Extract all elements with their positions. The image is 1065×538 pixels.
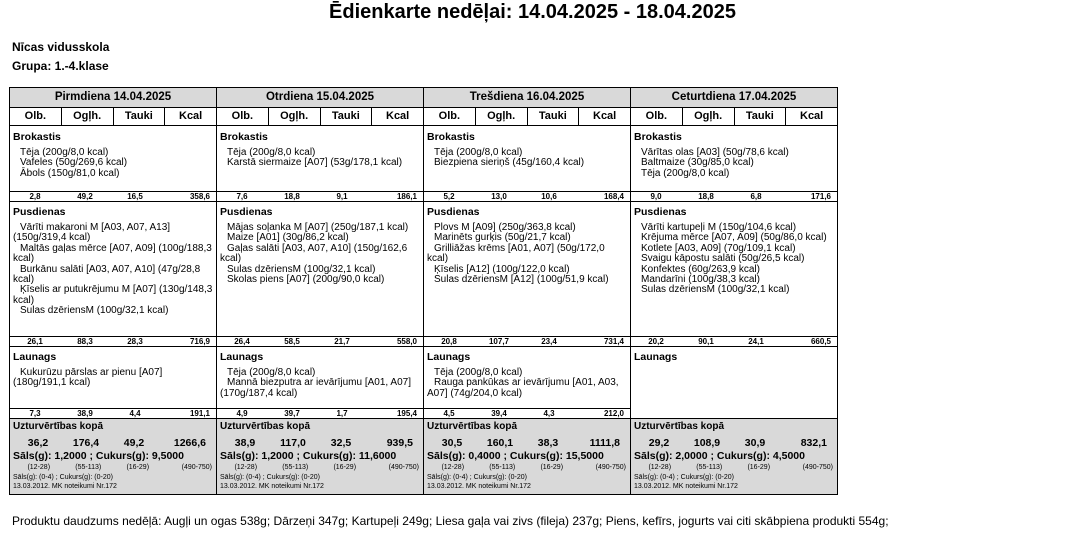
meal-total-value: 23,4	[541, 337, 557, 346]
norm-ranges	[10, 462, 216, 473]
regulation-note: 13.03.2012. MK noteikumi Nr.172	[13, 483, 117, 490]
meal-name: Launags	[13, 351, 57, 363]
summary-title: Uzturvērtības kopā	[220, 421, 311, 432]
column-header: Ogļh.	[62, 108, 114, 125]
meal-total-value: 186,1	[396, 192, 417, 201]
meal-item: Tēja (200g/8,0 kcal)	[227, 367, 316, 378]
meal-items	[10, 218, 216, 317]
meal-item: Sulas dzēriensM (100g/32,1 kcal)	[227, 263, 376, 275]
column-headers	[631, 108, 837, 126]
meal-items	[217, 143, 423, 169]
meal-name: Brokastis	[220, 131, 268, 143]
meal-total-value: 58,5	[284, 337, 300, 346]
meal-item: Baltmaize (30g/85,0 kcal)	[641, 157, 754, 169]
meal-total-value: 20,2	[648, 337, 664, 346]
meal-total-value: 9,0	[650, 192, 662, 201]
norm-range: (490-750)	[388, 464, 419, 471]
column-header: Kcal	[800, 110, 824, 122]
summary-value: 176,4	[72, 437, 100, 449]
meal-item: Biezpiena sieriņš (45g/160,4 kcal)	[434, 157, 585, 169]
summary-values	[424, 436, 630, 450]
summary-values	[631, 436, 837, 450]
summary-value: 832,1	[800, 437, 827, 449]
column-header: Tauki	[321, 108, 373, 125]
column-header: Kcal	[386, 110, 410, 122]
meal-item: Mandarīni (100g/38,3 kcal)	[641, 274, 760, 286]
summary-values	[10, 436, 216, 450]
column-header: Olb.	[10, 108, 62, 125]
column-header: Kcal	[179, 110, 203, 122]
meal-item: Vārīti kartupeļi M (150g/104,6 kcal)	[641, 222, 797, 233]
regulation-note: 13.03.2012. MK noteikumi Nr.172	[427, 483, 531, 490]
meal-item: Tēja (200g/8,0 kcal)	[434, 367, 523, 378]
meal-total-value: 7,6	[236, 192, 248, 201]
meal-items	[217, 218, 423, 285]
meal-name: Pusdienas	[634, 206, 687, 218]
day-column	[423, 87, 631, 495]
meal-totals	[10, 336, 216, 346]
page-title: Ēdienkarte nedēļai: 14.04.2025 - 18.04.2025	[329, 1, 736, 23]
meal-name: Brokastis	[634, 131, 682, 143]
meal-item: Grilliāžas krēms [A01, A07] (50g/172,0 kcal)	[427, 242, 605, 265]
meal-name: Pusdienas	[220, 206, 273, 218]
salt-sugar-limits: Sāls(g): (0-4) ; Cukurs(g): (0-20)	[220, 474, 320, 481]
weekly-products-footer: Produktu daudzums nedēļā: Augļi un ogas 538g; Dārzeņi 347g; Kartupeļi 249g; Liesa gaļa vai zivs (fileja) 237g; Piens, kefīrs, jogurts vai citi skābpiena produkti 554g;	[12, 514, 889, 528]
meal-item: Plovs M [A09] (250g/363,8 kcal)	[434, 222, 576, 233]
column-headers	[10, 108, 216, 126]
meal-section	[631, 127, 837, 202]
column-header: Olb.	[631, 108, 683, 125]
meal-name: Pusdienas	[13, 206, 66, 218]
meal-item: Rauga pankūkas ar ievārījumu [A01, A03, A07] (74g/204,0 kcal)	[427, 377, 619, 399]
nutrition-summary	[424, 419, 630, 494]
meal-total-value: 90,1	[698, 337, 714, 346]
norm-ranges	[631, 462, 837, 473]
meal-item: Mannā biezputra ar ievārījumu [A01, A07] (170g/187,4 kcal)	[220, 377, 411, 399]
meal-name: Launags	[634, 351, 678, 363]
meal-total-value: 9,1	[336, 192, 348, 201]
meal-totals	[217, 408, 423, 418]
day-header: Otrdiena 15.04.2025	[217, 88, 423, 108]
norm-range: (55-113)	[696, 464, 723, 471]
column-header: Ogļh.	[683, 108, 735, 125]
meal-section	[424, 202, 630, 347]
meal-item: Konfektes (60g/263,9 kcal)	[641, 263, 760, 275]
school-name: Nīcas vidusskola	[12, 40, 110, 54]
meal-totals	[631, 336, 837, 346]
meal-name: Launags	[220, 351, 264, 363]
meal-item: Vafeles (50g/269,6 kcal)	[20, 157, 128, 169]
meal-section	[10, 127, 216, 202]
meal-section	[10, 347, 216, 419]
summary-value: 29,2	[648, 437, 670, 449]
meal-item: Kotlete [A03, A09] (70g/109,1 kcal)	[641, 242, 796, 254]
column-headers	[217, 108, 423, 126]
column-header: Tauki	[114, 108, 166, 125]
meal-total-value: 4,3	[543, 409, 555, 418]
meal-totals	[424, 408, 630, 418]
nutrition-summary	[10, 419, 216, 494]
meal-total-value: 2,8	[29, 192, 41, 201]
norm-range: (16-29)	[126, 464, 150, 471]
summary-value: 30,5	[441, 437, 463, 449]
meal-item: Svaigu kāpostu salāti (50g/26,5 kcal)	[641, 253, 805, 265]
meal-name: Brokastis	[13, 131, 61, 143]
meal-item: Maize [A01] (30g/86,2 kcal)	[227, 232, 349, 244]
meal-total-value: 88,3	[77, 337, 93, 346]
salt-sugar-limits: Sāls(g): (0-4) ; Cukurs(g): (0-20)	[634, 474, 734, 481]
meal-total-value: 38,9	[77, 409, 93, 418]
meal-total-value: 21,7	[334, 337, 350, 346]
summary-title: Uzturvērtības kopā	[13, 421, 104, 432]
summary-value: 38,9	[234, 437, 256, 449]
meal-section	[424, 347, 630, 419]
meal-total-value: 7,3	[29, 409, 41, 418]
meal-section	[631, 347, 837, 419]
salt-sugar: Sāls(g): 0,4000 ; Cukurs(g): 15,5000	[427, 450, 604, 462]
meal-items	[424, 363, 630, 399]
meal-total-value: 212,0	[603, 409, 624, 418]
norm-range: (12-28)	[441, 464, 465, 471]
norm-range: (16-29)	[333, 464, 357, 471]
meal-items	[424, 218, 630, 285]
norm-range: (16-29)	[540, 464, 564, 471]
summary-value: 32,5	[330, 437, 352, 449]
meal-item: Skolas piens [A07] (200g/90,0 kcal)	[227, 274, 385, 286]
summary-value: 30,9	[744, 437, 766, 449]
meal-item: Burkānu salāti [A03, A07, A10] (47g/28,8 kcal)	[13, 263, 201, 286]
meal-items	[424, 143, 630, 169]
nutrition-summary	[631, 419, 837, 494]
column-header: Olb.	[217, 108, 269, 125]
norm-range: (12-28)	[234, 464, 258, 471]
meal-total-value: 10,6	[541, 192, 557, 201]
norm-range: (490-750)	[802, 464, 833, 471]
meal-total-value: 4,4	[129, 409, 141, 418]
meal-total-value: 39,7	[284, 409, 300, 418]
column-header: Ogļh.	[269, 108, 321, 125]
meal-total-value: 558,0	[396, 337, 417, 346]
meal-total-value: 16,5	[127, 192, 143, 201]
norm-range: (12-28)	[648, 464, 672, 471]
norm-range: (55-113)	[282, 464, 309, 471]
summary-value: 49,2	[123, 437, 145, 449]
column-header: Kcal	[593, 110, 617, 122]
column-header: Tauki	[528, 108, 580, 125]
column-header: Tauki	[735, 108, 787, 125]
meal-item: Mājas soļanka M [A07] (250g/187,1 kcal)	[227, 222, 409, 233]
summary-value: 1266,6	[173, 437, 206, 449]
meal-item: Ķīselis ar putukrējumu M [A07] (130g/148,3 kcal)	[13, 284, 213, 306]
menu-grid	[9, 87, 841, 495]
meal-item: Tēja (200g/8,0 kcal)	[641, 167, 730, 179]
meal-total-value: 28,3	[127, 337, 143, 346]
nutrition-summary	[217, 419, 423, 494]
meal-items	[10, 363, 216, 389]
meal-total-value: 20,8	[441, 337, 457, 346]
salt-sugar-limits: Sāls(g): (0-4) ; Cukurs(g): (0-20)	[427, 474, 527, 481]
summary-value: 939,5	[386, 437, 413, 449]
meal-item: Tēja (200g/8,0 kcal)	[227, 147, 316, 158]
meal-totals	[631, 191, 837, 201]
meal-section	[424, 127, 630, 202]
summary-title: Uzturvērtības kopā	[427, 421, 518, 432]
meal-item: Kukurūzu pārslas ar pienu [A07] (180g/191,1 kcal)	[13, 367, 163, 389]
meal-total-value: 26,4	[234, 337, 250, 346]
meal-item: Marinēts gurķis (50g/21,7 kcal)	[434, 232, 571, 244]
meal-item: Gaļas salāti [A03, A07, A10] (150g/162,6 kcal)	[220, 242, 408, 265]
norm-range: (55-113)	[75, 464, 102, 471]
summary-value: 38,3	[537, 437, 559, 449]
day-header: Ceturtdiena 17.04.2025	[631, 88, 837, 108]
meal-total-value: 358,6	[189, 192, 210, 201]
meal-total-value: 716,9	[189, 337, 210, 346]
salt-sugar-limits: Sāls(g): (0-4) ; Cukurs(g): (0-20)	[13, 474, 113, 481]
meal-totals	[217, 191, 423, 201]
meal-total-value: 1,7	[336, 409, 348, 418]
norm-range: (12-28)	[27, 464, 51, 471]
day-column	[9, 87, 217, 495]
norm-range: (55-113)	[489, 464, 516, 471]
summary-value: 108,9	[693, 437, 721, 449]
group-label: Grupa: 1.-4.klase	[12, 59, 109, 73]
column-header: Ogļh.	[476, 108, 528, 125]
meal-item: Vārītas olas [A03] (50g/78,6 kcal)	[641, 147, 789, 158]
meal-total-value: 18,8	[284, 192, 300, 201]
meal-items	[631, 363, 837, 368]
meal-totals	[424, 336, 630, 346]
norm-range: (490-750)	[595, 464, 626, 471]
meal-section	[217, 347, 423, 419]
meal-total-value: 4,5	[443, 409, 455, 418]
meal-total-value: 107,7	[488, 337, 510, 346]
meal-total-value: 13,0	[491, 192, 507, 201]
meal-section	[631, 202, 837, 347]
regulation-note: 13.03.2012. MK noteikumi Nr.172	[220, 483, 324, 490]
norm-ranges	[424, 462, 630, 473]
summary-values	[217, 436, 423, 450]
meal-items	[217, 363, 423, 399]
column-header: Olb.	[424, 108, 476, 125]
meal-total-value: 171,6	[810, 192, 831, 201]
meal-name: Brokastis	[427, 131, 475, 143]
meal-name: Launags	[427, 351, 471, 363]
meal-section	[10, 202, 216, 347]
salt-sugar: Sāls(g): 1,2000 ; Cukurs(g): 11,6000	[220, 450, 397, 462]
meal-totals	[10, 408, 216, 418]
norm-range: (490-750)	[181, 464, 212, 471]
meal-total-value: 18,8	[698, 192, 714, 201]
meal-item: Karstā siermaize [A07] (53g/178,1 kcal)	[227, 157, 403, 169]
meal-item: Sulas dzēriensM [A12] (100g/51,9 kcal)	[434, 274, 609, 286]
meal-total-value: 731,4	[603, 337, 624, 346]
norm-range: (16-29)	[747, 464, 771, 471]
norm-ranges	[217, 462, 423, 473]
meal-section	[217, 127, 423, 202]
meal-item: Krējuma mērce [A07, A09] (50g/86,0 kcal)	[641, 232, 827, 244]
summary-value: 1111,8	[589, 437, 620, 449]
meal-items	[10, 143, 216, 179]
meal-items	[631, 218, 837, 296]
meal-section	[217, 202, 423, 347]
meal-items	[631, 143, 837, 179]
meal-total-value: 168,4	[603, 192, 624, 201]
salt-sugar: Sāls(g): 2,0000 ; Cukurs(g): 4,5000	[634, 450, 805, 462]
meal-item: Sulas dzēriensM (100g/32,1 kcal)	[20, 305, 169, 317]
meal-total-value: 191,1	[189, 409, 210, 418]
meal-item: Maltās gaļas mērce [A07, A09] (100g/188,3 kcal)	[13, 242, 212, 265]
meal-total-value: 24,1	[748, 337, 764, 346]
meal-name: Pusdienas	[427, 206, 480, 218]
day-header: Pirmdiena 14.04.2025	[10, 88, 216, 108]
meal-total-value: 4,9	[236, 409, 248, 418]
day-column	[216, 87, 424, 495]
meal-totals	[10, 191, 216, 201]
meal-total-value: 195,4	[396, 409, 417, 418]
meal-total-value: 26,1	[27, 337, 43, 346]
meal-total-value: 49,2	[77, 192, 93, 201]
regulation-note: 13.03.2012. MK noteikumi Nr.172	[634, 483, 738, 490]
meal-item: Vārīti makaroni M [A03, A07, A13] (150g/319,4 kcal)	[13, 222, 171, 244]
meal-total-value: 5,2	[443, 192, 455, 201]
meal-totals	[424, 191, 630, 201]
summary-title: Uzturvērtības kopā	[634, 421, 725, 432]
meal-item: Ķīselis [A12] (100g/122,0 kcal)	[434, 263, 570, 275]
day-header: Trešdiena 16.04.2025	[424, 88, 630, 108]
summary-value: 36,2	[27, 437, 49, 449]
summary-value: 160,1	[486, 437, 514, 449]
meal-total-value: 39,4	[491, 409, 507, 418]
summary-value: 117,0	[280, 437, 306, 449]
meal-totals	[217, 336, 423, 346]
meal-item: Ābols (150g/81,0 kcal)	[20, 167, 120, 179]
column-headers	[424, 108, 630, 126]
salt-sugar: Sāls(g): 1,2000 ; Cukurs(g): 9,5000	[13, 450, 184, 462]
meal-item: Tēja (200g/8,0 kcal)	[434, 147, 523, 158]
meal-item: Tēja (200g/8,0 kcal)	[20, 147, 109, 158]
meal-item: Sulas dzēriensM (100g/32,1 kcal)	[641, 284, 790, 296]
meal-total-value: 6,8	[750, 192, 762, 201]
day-column	[630, 87, 838, 495]
meal-total-value: 660,5	[810, 337, 831, 346]
